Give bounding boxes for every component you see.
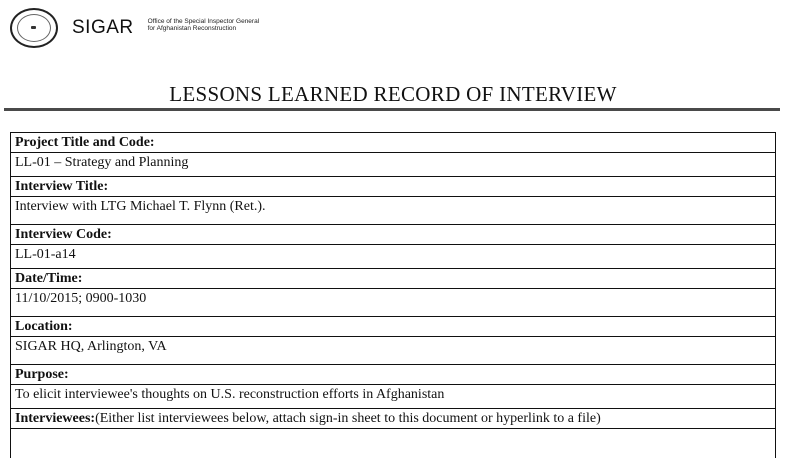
project-value: LL-01 – Strategy and Planning [11,152,775,176]
office-name-line2: for Afghanistan Reconstruction [147,25,237,32]
title-rule [4,108,780,111]
office-name [148,18,288,32]
purpose-label: Purpose: [11,364,775,384]
location-value: SIGAR HQ, Arlington, VA [11,336,775,364]
interview-title-label: Interview Title: [11,176,775,196]
document-title: LESSONS LEARNED RECORD OF INTERVIEW [169,82,617,106]
purpose-value: To elicit interviewee's thoughts on U.S. reconstruction efforts in Afghanistan [11,384,775,408]
date-time-label: Date/Time: [11,268,775,288]
interviewees-label [11,408,775,428]
interview-title-value: Interview with LTG Michael T. Flynn (Ret.). [11,196,775,224]
office-name-line1: Office of the Special Inspector General [147,18,260,25]
interview-form [10,132,776,458]
interviewees-note: (Either list interviewees below, attach sign-in sheet to this document or hyperlink to a file) [95,410,601,426]
sigar-seal-icon [10,8,58,48]
letterhead [10,6,288,50]
date-time-value: 11/10/2015; 0900-1030 [11,288,775,316]
interview-code-value: LL-01-a14 [11,244,775,268]
project-label: Project Title and Code: [11,132,775,152]
interviewees-value [11,428,775,458]
interview-code-label: Interview Code: [11,224,775,244]
interviewees-label-text: Interviewees: [15,410,96,426]
agency-name: SIGAR [72,17,134,38]
location-label: Location: [11,316,775,336]
